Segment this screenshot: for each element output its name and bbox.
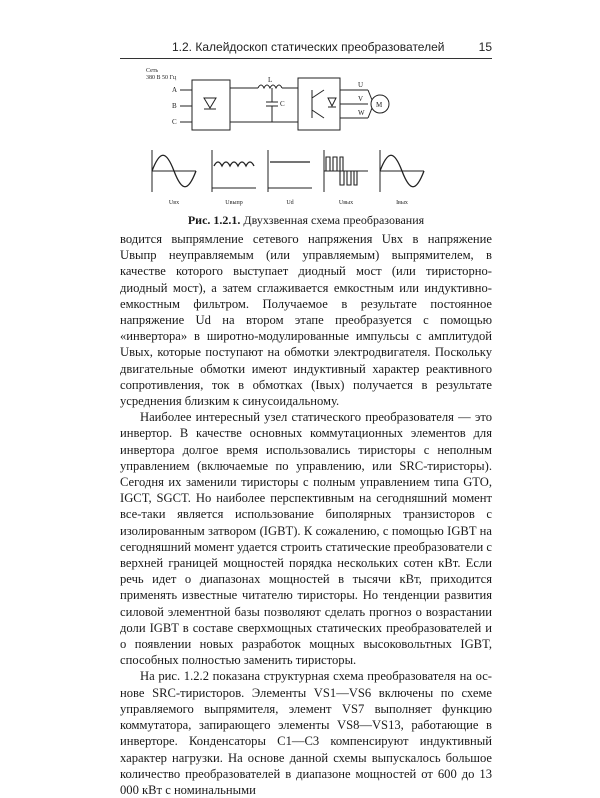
phase-out-w: W (358, 109, 365, 117)
phase-out-v: V (358, 95, 364, 103)
running-header (120, 40, 492, 59)
paragraph-1: водится выпрямление сетевого напряжения Uвх в напряжение Uвыпр неуправляемым (или управляемым) выпрямителем, в качестве которого выступает диодный мост (или тиристорно-диодный мост), а затем сглаживается емкостным или индуктивно-емкостным фильтром. Получаемое в результате постоянное напряжение Ud на втором этапе преобразуется с помощью «инвертора» в широтно-модулированные импульсы с амплитудой Uвых, которые поступают на обмотки электродвигателя. Поскольку двигательные обмотки имеют индуктивный характер реактивного сопротивления, ток в обмотках (Iвых) получается в результате усреднения близким к синусоидальному. (120, 232, 492, 409)
phase-in-a: A (172, 86, 178, 94)
converter-schematic (140, 62, 440, 214)
page-number: 15 (478, 40, 492, 54)
choke-label: L (268, 76, 273, 84)
waveform-label-urect: Uвыпр (225, 200, 243, 206)
phase-in-b: B (172, 102, 177, 110)
waveform-label-ud: Ud (286, 200, 294, 206)
body-text (120, 231, 492, 798)
diode-icon (204, 98, 216, 109)
figure-two-stage-converter (140, 62, 440, 214)
supply-label-1: Сеть (146, 68, 159, 74)
capacitor-label: C (280, 100, 285, 108)
phase-out-u: U (358, 81, 364, 89)
running-header-title: 1.2. Калейдоскоп статических преобразователей (172, 40, 445, 54)
figure-number: Рис. 1.2.1. (187, 213, 241, 227)
waveform-label-uout: Uвых (338, 200, 354, 206)
figure-caption-text: Двухзвенная схема преобразования (240, 213, 425, 227)
figure-caption (120, 213, 492, 228)
transistor-icon (312, 90, 336, 118)
phase-in-c: C (172, 118, 177, 126)
motor-label: M (376, 101, 383, 109)
paragraph-3: На рис. 1.2.2 показана структурная схема преобразователя на основе SRC-тиристоров. Элементы VS1—VS6 включены по схеме управляемого выпрямителя, элемент VS7 выполняет функцию коммутатора, запирающего элементы VS8—VS13, работающие в инверторе. Конденсаторы С1—С3 компенсируют индуктивный характер нагрузки. На основе данной схемы выпускалось большое количество преобразователей в диапазоне мощностей от 600 до 13 000 кВт с номинальными (120, 669, 492, 797)
paragraph-2: Наиболее интересный узел статического преобразователя — это инвертор. В качестве основных коммутационных элементов для инвертора долгое время использовались тиристоры с неполным управлением (включаемые по управлению, или SRC-тиристоры). Сегодня их заменили тиристоры с полным управлением типа GTO, IGCT, SGCT. Но наиболее перспективным на сегодняшний момент все-таки является использование биполярных транзисторов с изолированным затвором (IGBT). К сожалению, с помощью IGBT на сегодняшний момент удается строить статические преобразователи с верхней границей мощностей порядка нескольких сотен кВт. Если речь идет о диапазонах мощностей в тысячи кВт, приходится применять известные читателю тиристоры. Но тенденции развития силовой элементной базы позволяют сделать прогноз о возрастании доли IGBT в составе сверхмощных статических преобразователей и о появлении новых разработок мощных высоковольтных IGBT, способных полностью заменить тиристоры. (120, 410, 492, 668)
waveform-label-uin: Uвх (168, 200, 180, 206)
waveform-label-iout: Iвых (396, 200, 408, 206)
supply-label-2: 380 В 50 Гц (146, 75, 177, 81)
